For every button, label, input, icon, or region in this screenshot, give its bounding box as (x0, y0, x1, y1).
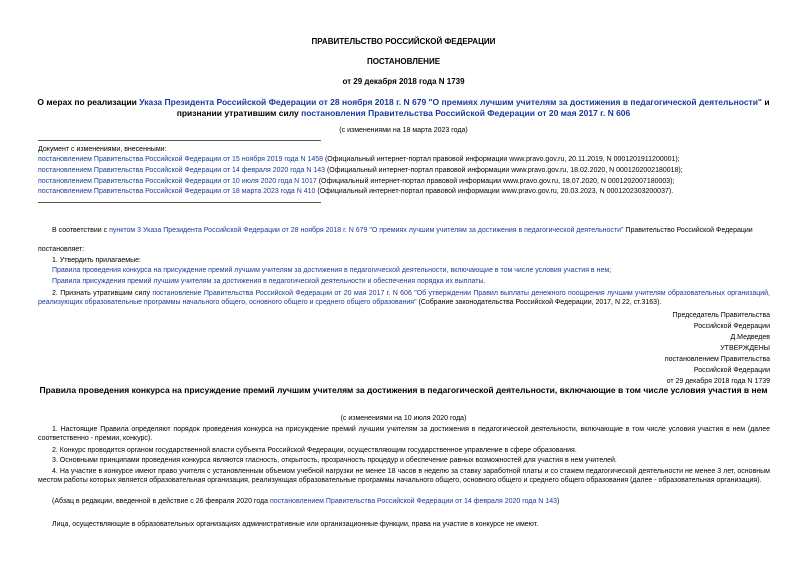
amendment-item: постановлением Правительства Российской Федерации от 14 февраля 2020 года N 143 (Официальный интернет-портал правовой информации www.pravo.gov.ru, 18.02.2020, N 0001202002180018); (38, 167, 683, 174)
paragraph-decrees: постановляет: (38, 246, 85, 253)
document-title: О мерах по реализации Указа Президента Российской Федерации от 28 ноября 2018 г. N 679 "О премиях лучшим учителям за достижения в педагогической деятельности" и признании утратившим силу постановления Правительства Российской Федерации от 20 мая 2017 г. N 606 (37, 97, 770, 118)
amendment-link-1458[interactable]: постановлением Правительства Российской Федерации от 15 ноября 2019 года N 1458 (38, 156, 324, 163)
rule-item: Лица, осуществляющие в образовательных организациях административные или организационные функции, права на участие в конкурсе не имеют. (52, 521, 539, 528)
divider-top (38, 140, 321, 141)
amendment-item: постановлением Правительства Российской Федерации от 10 июля 2020 года N 1017 (Официальный интернет-портал правовой информации www.pravo.gov.ru, 18.07.2020, N 0001202007180003); (38, 178, 675, 185)
divider-bottom (38, 202, 321, 203)
paragraph-preamble: В соответствии с пунктом 3 Указа Президента Российской Федерации от 28 ноября 2018 г. N 679 "О премиях лучшим учителям за достижения в педагогической деятельности" Правительство Российской Федерации (52, 227, 753, 234)
signature-line: Российской Федерации (693, 323, 770, 330)
approval-line: от 29 декабря 2018 года N 1739 (666, 378, 770, 385)
rules-title: Правила проведения конкурса на присуждение премий лучшим учителям за достижения в педагогической деятельности, включающие в том числе условия участия в нем (39, 385, 768, 395)
signature-line: Д.Медведев (730, 334, 770, 341)
paragraph-repeal: 2. Признать утратившим силу постановление Правительства Российской Федерации от 20 мая 2017 г. N 606 "Об утверждении Правил выплаты денежного поощрения лучшим учителям образовательных организаций, реализующих образовательные программы начального общего, основного общего и среднего общего образования" (Собрание законодательства Российской Федерации, 2017, N 22, ст.3163). (38, 290, 770, 306)
amendment-item: постановлением Правительства Российской Федерации от 18 марта 2023 года N 410 (Официальный интернет-портал правовой информации www.pravo.gov.ru, 20.03.2023, N 0001202303200037). (38, 188, 674, 195)
paragraph-rules-2 (52, 277, 485, 286)
paragraph-rules-1 (52, 266, 611, 275)
approval-line: УТВЕРЖДЕНЫ (720, 345, 770, 352)
signature-line: Председатель Правительства (672, 312, 770, 319)
signature-block (665, 311, 770, 388)
government-header: ПРАВИТЕЛЬСТВО РОССИЙСКОЙ ФЕДЕРАЦИИ (311, 37, 496, 46)
document-date: от 29 декабря 2018 года N 1739 (342, 77, 465, 86)
amendments-intro: Документ с изменениями, внесенными: (38, 146, 167, 153)
amendment-link-1017[interactable]: постановлением Правительства Российской Федерации от 10 июля 2020 года N 1017 (38, 178, 317, 185)
paragraph-approve: 1. Утвердить прилагаемые: (52, 257, 141, 264)
rule-item: 3. Основными принципами проведения конкурса являются гласность, открытость, прозрачность процедур и обеспечение равных возможностей для участия в нем учителей. (52, 457, 617, 464)
rules-changes-note: (с изменениями на 10 июля 2020 года) (340, 415, 467, 422)
link-rules-award[interactable]: Правила присуждения премий лучшим учителям за достижения в педагогической деятельности и обеспечения порядка их выплаты. (52, 278, 486, 285)
rule-note: (Абзац в редакции, введенной в действие с 26 февраля 2020 года постановлением Правительства Российской Федерации от 14 февраля 2020 года N 143) (52, 498, 560, 505)
rule-item: 2. Конкурс проводится органом государственной власти субъекта Российской Федерации, осуществляющим государственное управление в сфере образования. (52, 447, 577, 454)
approval-line: постановлением Правительства (664, 356, 770, 363)
link-resolution-143[interactable]: постановлением Правительства Российской Федерации от 14 февраля 2020 года N 143 (269, 498, 557, 505)
link-resolution-606[interactable]: постановления Правительства Российской Федерации от 20 мая 2017 г. N 606 (301, 108, 631, 118)
link-rules-contest[interactable]: Правила проведения конкурса на присуждение премий лучшим учителям за достижения в педагогической деятельности, включающие в том числе условия участия в нем; (52, 267, 612, 274)
link-resolution-606-repeal[interactable]: постановление Правительства Российской Федерации от 20 мая 2017 г. N 606 "Об утверждении Правил выплаты денежного поощрения лучшим учителям образовательных организаций, реализующих образовательные программы начального общего, основного общего и среднего общего образования" (38, 290, 770, 306)
document-type: ПОСТАНОВЛЕНИЕ (366, 57, 441, 66)
amendment-link-410[interactable]: постановлением Правительства Российской Федерации от 18 марта 2023 года N 410 (38, 188, 316, 195)
link-decree-679[interactable]: Указа Президента Российской Федерации от 28 ноября 2018 г. N 679 "О премиях лучшим учителям за достижения в педагогической деятельности" (139, 97, 762, 107)
amendment-item: постановлением Правительства Российской Федерации от 15 ноября 2019 года N 1458 (Официальный интернет-портал правовой информации www.pravo.gov.ru, 20.11.2019, N 0001201911200001); (38, 156, 680, 163)
amendment-link-143[interactable]: постановлением Правительства Российской Федерации от 14 февраля 2020 года N 143 (38, 167, 325, 174)
title-changes-note: (с изменениями на 18 марта 2023 года) (339, 127, 468, 134)
link-decree-679-point-3[interactable]: пунктом 3 Указа Президента Российской Федерации от 28 ноября 2018 г. N 679 "О премиях лучшим учителям за достижения в педагогической деятельности" (109, 227, 624, 234)
rule-item: 4. На участие в конкурсе имеют право учителя с установленным объемом учебной нагрузки не менее 18 часов в неделю за ставку заработной платы и со стажем педагогической деятельности не менее 3 лет, основным местом работы которых является образовательная организация, реализующая образовательные программы начального общего, основного общего и среднего общего образования (далее - образовательная организация). (38, 468, 770, 484)
rule-item: 1. Настоящие Правила определяют порядок проведения конкурса на присуждение премий лучшим учителям за достижения в педагогической деятельности, включающие в том числе условия участия в нем (далее соответственно - премии, конкурс). (38, 426, 770, 442)
approval-line: Российской Федерации (693, 367, 770, 374)
